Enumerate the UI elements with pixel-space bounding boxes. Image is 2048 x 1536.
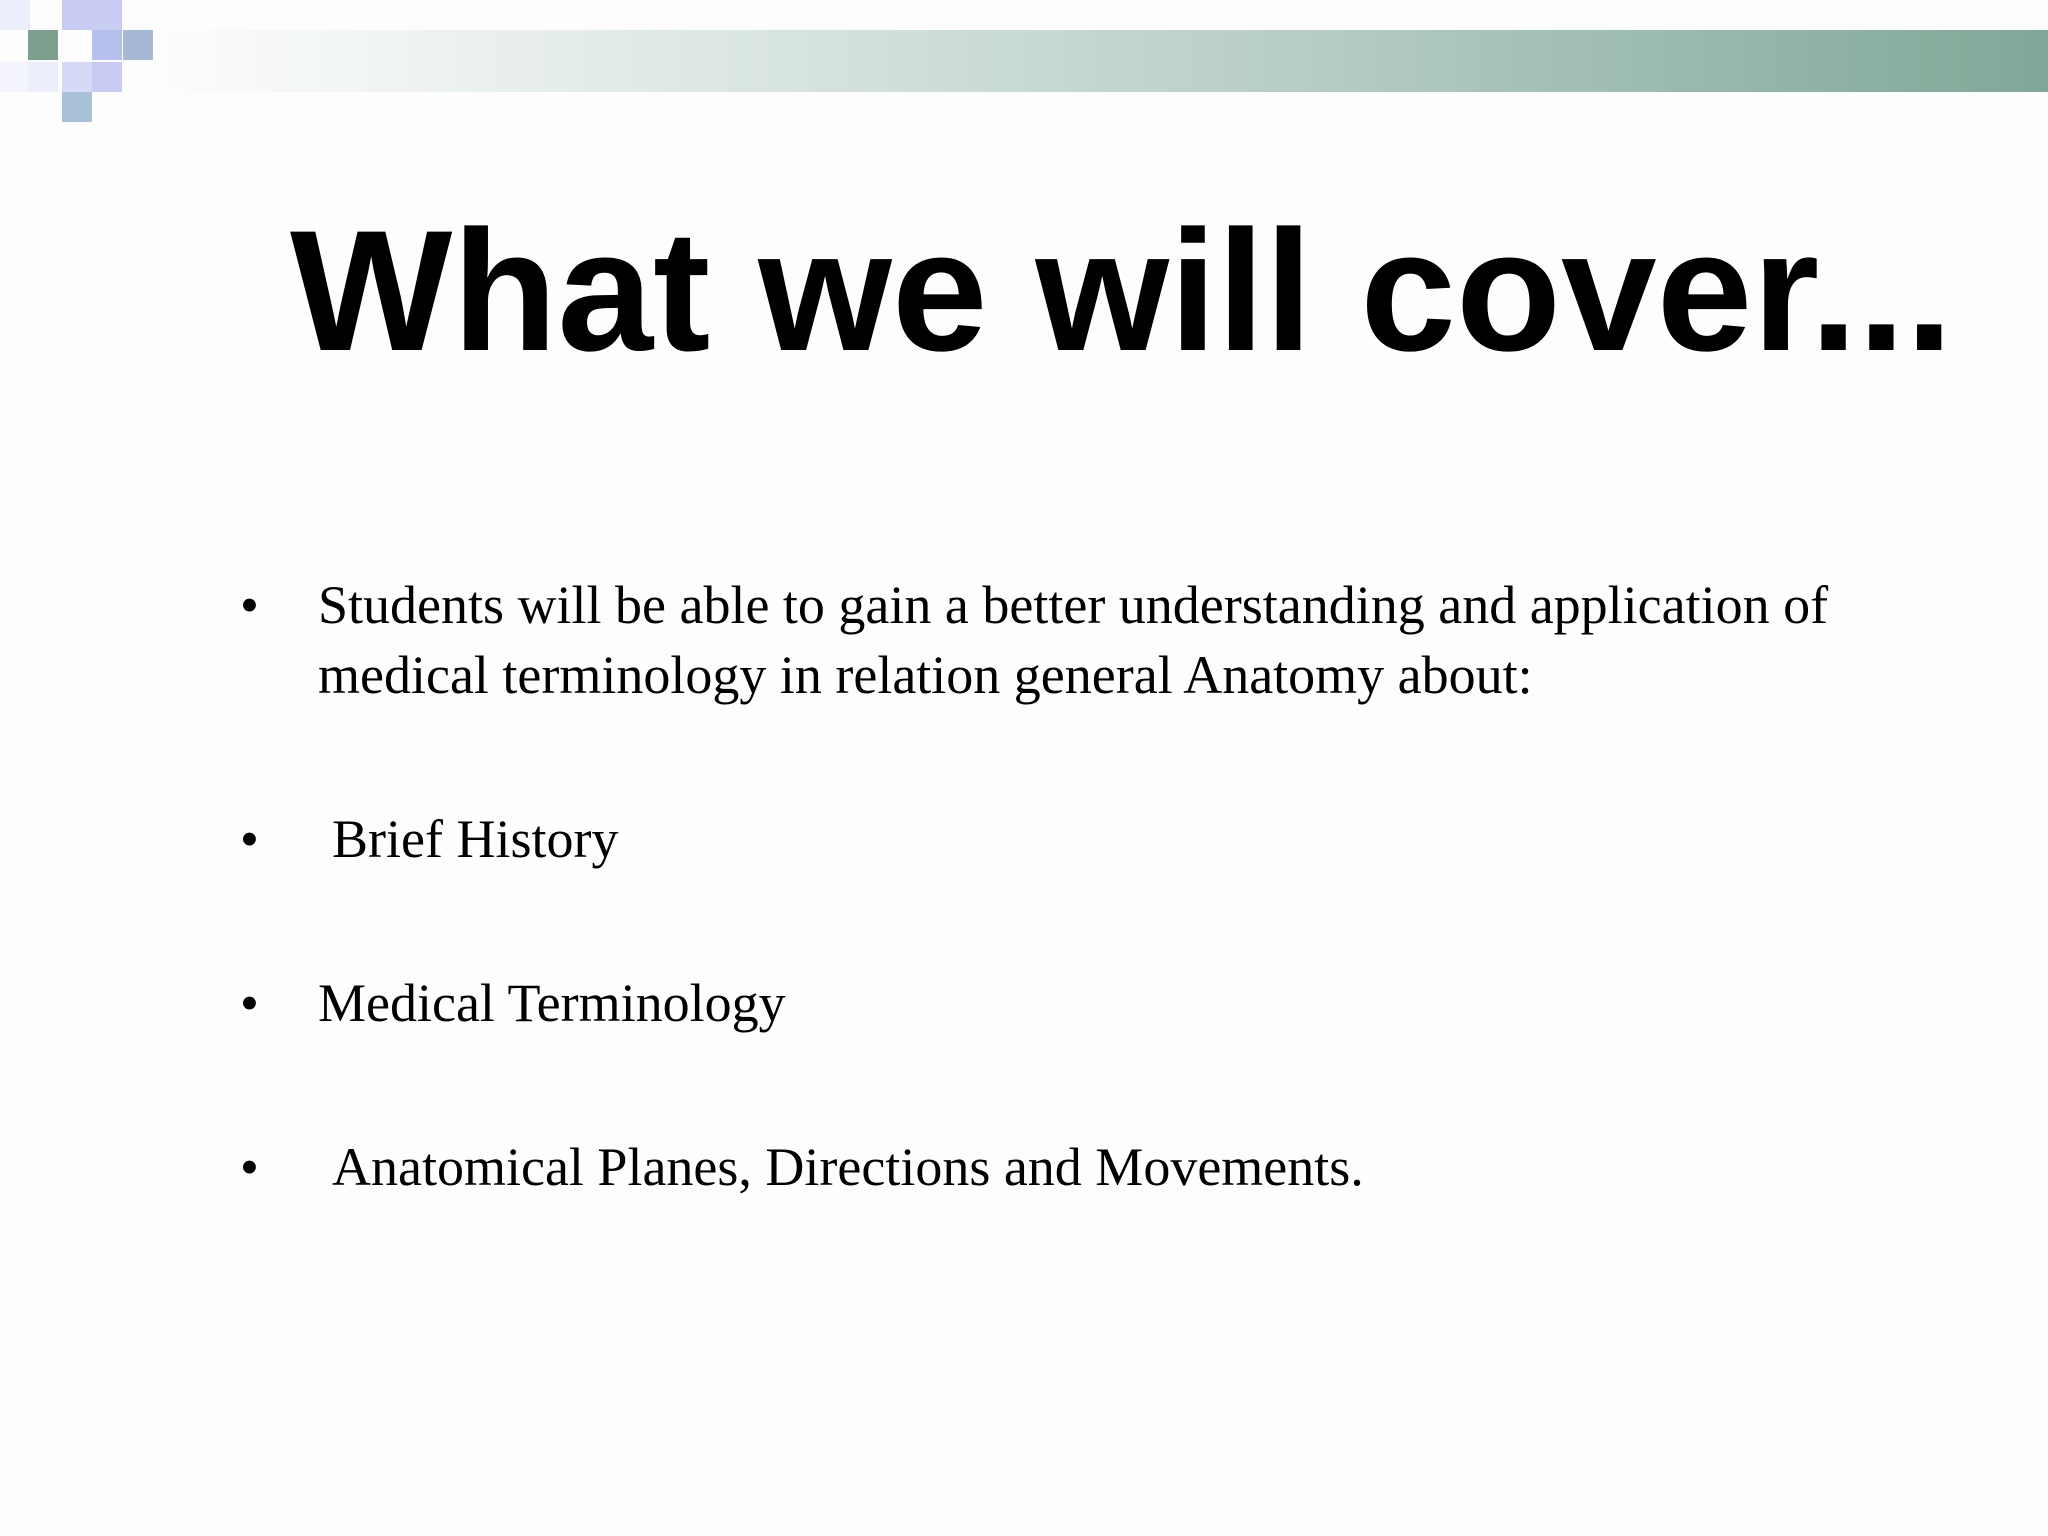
bullet-icon: • bbox=[240, 809, 259, 869]
decor-square bbox=[0, 62, 30, 92]
bullet-text: Anatomical Planes, Directions and Movements. bbox=[332, 1137, 1364, 1197]
bullet-text: Students will be able to gain a better understanding and application of medical terminology in relation general Anatomy about: bbox=[318, 575, 1829, 705]
decor-square bbox=[92, 30, 122, 60]
header-gradient-band bbox=[110, 30, 2048, 92]
decor-square bbox=[62, 92, 92, 122]
bullet-icon: • bbox=[240, 973, 259, 1033]
decor-square bbox=[62, 62, 92, 92]
decor-square bbox=[92, 62, 122, 92]
decor-square bbox=[92, 0, 122, 30]
bullet-icon: • bbox=[240, 575, 259, 635]
decor-square bbox=[123, 30, 153, 60]
list-item bbox=[240, 570, 1940, 710]
decor-square bbox=[62, 0, 92, 30]
decor-square bbox=[28, 62, 58, 92]
bullet-list bbox=[240, 570, 1940, 1202]
decor-square bbox=[0, 0, 30, 30]
decor-square bbox=[28, 30, 58, 60]
list-item bbox=[240, 804, 1940, 874]
bullet-icon: • bbox=[240, 1137, 259, 1197]
bullet-text: Brief History bbox=[332, 809, 619, 869]
list-item bbox=[240, 968, 1940, 1038]
slide-title: What we will cover... bbox=[290, 195, 1954, 387]
bullet-text: Medical Terminology bbox=[318, 973, 786, 1033]
list-item bbox=[240, 1132, 1940, 1202]
